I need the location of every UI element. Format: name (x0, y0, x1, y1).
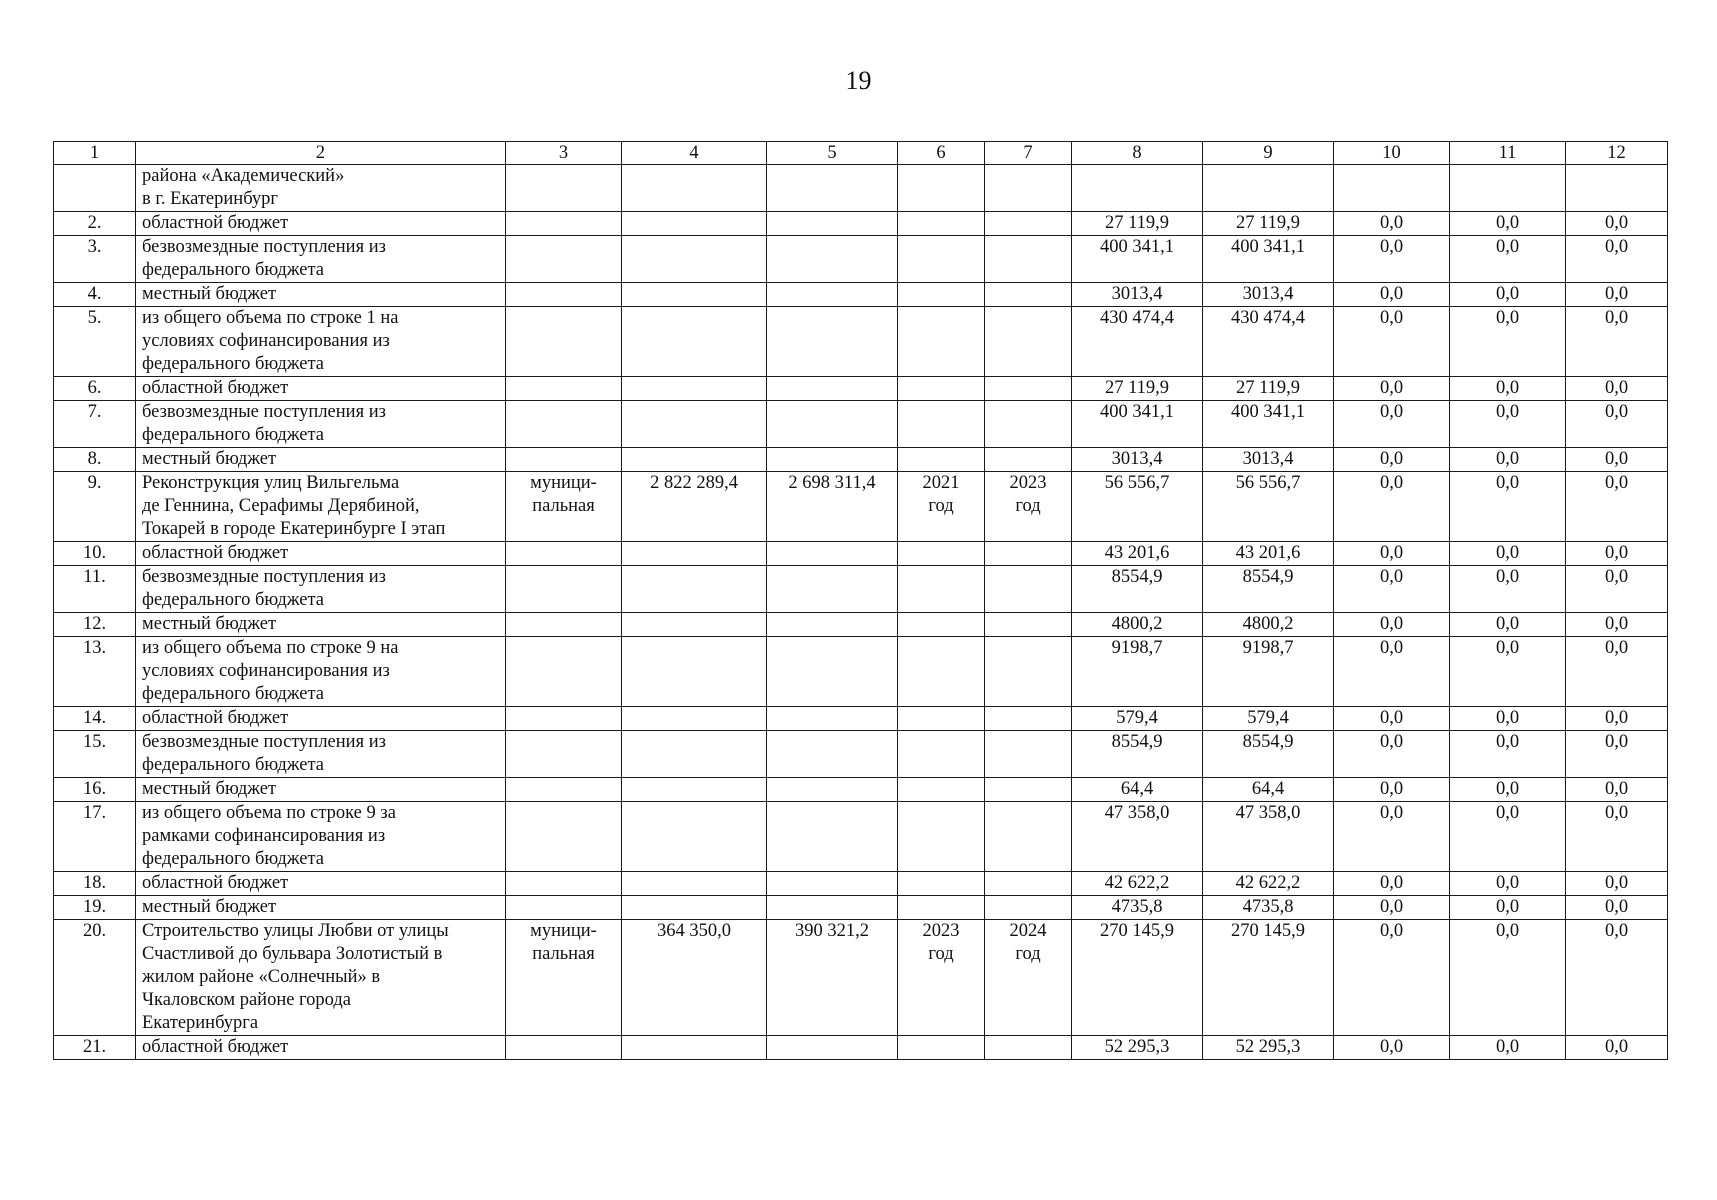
ownership-type-cell (506, 307, 622, 377)
amount-year-2-cell: 0,0 (1334, 896, 1450, 920)
ownership-type-cell (506, 283, 622, 307)
row-number-cell: 11. (54, 566, 136, 613)
amount-year-3-cell: 0,0 (1450, 896, 1566, 920)
start-year-cell (898, 448, 985, 472)
total-amount-cell: 4800,2 (1072, 613, 1203, 637)
ownership-type-cell (506, 778, 622, 802)
cost-current-prices-cell (767, 637, 898, 707)
ownership-type-cell (506, 731, 622, 778)
amount-year-4-cell (1566, 165, 1668, 212)
table-row (54, 778, 1668, 802)
row-number-cell: 4. (54, 283, 136, 307)
amount-year-4-cell: 0,0 (1566, 212, 1668, 236)
amount-year-3-cell: 0,0 (1450, 542, 1566, 566)
item-name-cell: безвозмездные поступления из федерального бюджета (136, 731, 506, 778)
ownership-type-cell (506, 896, 622, 920)
cost-current-prices-cell (767, 802, 898, 872)
cost-current-prices-cell (767, 707, 898, 731)
amount-year-2-cell: 0,0 (1334, 778, 1450, 802)
amount-year-3-cell: 0,0 (1450, 401, 1566, 448)
ownership-type-cell (506, 401, 622, 448)
row-number-cell: 5. (54, 307, 136, 377)
cost-current-prices-cell (767, 283, 898, 307)
amount-year-3-cell: 0,0 (1450, 472, 1566, 542)
amount-year-2-cell: 0,0 (1334, 566, 1450, 613)
row-number-cell: 19. (54, 896, 136, 920)
estimated-cost-cell (622, 377, 767, 401)
estimated-cost-cell (622, 731, 767, 778)
ownership-type-cell (506, 236, 622, 283)
item-name-cell: областной бюджет (136, 707, 506, 731)
start-year-cell: 2023 год (898, 920, 985, 1036)
amount-year-2-cell: 0,0 (1334, 1036, 1450, 1060)
estimated-cost-cell (622, 707, 767, 731)
end-year-cell: 2023 год (985, 472, 1072, 542)
cost-current-prices-cell (767, 377, 898, 401)
total-amount-cell: 42 622,2 (1072, 872, 1203, 896)
row-number-cell: 12. (54, 613, 136, 637)
end-year-cell (985, 566, 1072, 613)
total-amount-cell: 8554,9 (1072, 731, 1203, 778)
start-year-cell (898, 896, 985, 920)
total-amount-cell: 8554,9 (1072, 566, 1203, 613)
amount-year-2-cell: 0,0 (1334, 377, 1450, 401)
amount-year-4-cell: 0,0 (1566, 707, 1668, 731)
end-year-cell (985, 307, 1072, 377)
amount-year-1-cell: 27 119,9 (1203, 377, 1334, 401)
column-header-3: 3 (506, 142, 622, 165)
amount-year-4-cell: 0,0 (1566, 283, 1668, 307)
start-year-cell (898, 212, 985, 236)
ownership-type-cell (506, 542, 622, 566)
amount-year-2-cell: 0,0 (1334, 212, 1450, 236)
amount-year-1-cell: 64,4 (1203, 778, 1334, 802)
ownership-type-cell (506, 637, 622, 707)
item-name-cell: областной бюджет (136, 1036, 506, 1060)
ownership-type-cell (506, 707, 622, 731)
amount-year-2-cell: 0,0 (1334, 542, 1450, 566)
amount-year-2-cell: 0,0 (1334, 283, 1450, 307)
cost-current-prices-cell (767, 731, 898, 778)
amount-year-3-cell: 0,0 (1450, 637, 1566, 707)
row-number-cell: 13. (54, 637, 136, 707)
estimated-cost-cell (622, 448, 767, 472)
amount-year-1-cell: 47 358,0 (1203, 802, 1334, 872)
row-number-cell: 18. (54, 872, 136, 896)
cost-current-prices-cell (767, 1036, 898, 1060)
start-year-cell (898, 731, 985, 778)
amount-year-4-cell: 0,0 (1566, 778, 1668, 802)
item-name-cell: областной бюджет (136, 872, 506, 896)
table-header (54, 142, 1668, 165)
row-number-cell: 17. (54, 802, 136, 872)
table-row (54, 377, 1668, 401)
estimated-cost-cell (622, 401, 767, 448)
estimated-cost-cell: 364 350,0 (622, 920, 767, 1036)
table-row (54, 283, 1668, 307)
start-year-cell (898, 778, 985, 802)
amount-year-1-cell: 4735,8 (1203, 896, 1334, 920)
amount-year-3-cell (1450, 165, 1566, 212)
end-year-cell (985, 613, 1072, 637)
amount-year-2-cell: 0,0 (1334, 802, 1450, 872)
table-row (54, 566, 1668, 613)
estimated-cost-cell (622, 896, 767, 920)
amount-year-1-cell: 579,4 (1203, 707, 1334, 731)
total-amount-cell: 47 358,0 (1072, 802, 1203, 872)
row-number-cell: 21. (54, 1036, 136, 1060)
amount-year-1-cell: 400 341,1 (1203, 401, 1334, 448)
total-amount-cell: 64,4 (1072, 778, 1203, 802)
end-year-cell (985, 377, 1072, 401)
cost-current-prices-cell (767, 566, 898, 613)
amount-year-3-cell: 0,0 (1450, 802, 1566, 872)
start-year-cell (898, 236, 985, 283)
estimated-cost-cell (622, 283, 767, 307)
amount-year-3-cell: 0,0 (1450, 731, 1566, 778)
ownership-type-cell (506, 566, 622, 613)
column-header-12: 12 (1566, 142, 1668, 165)
amount-year-1-cell: 400 341,1 (1203, 236, 1334, 283)
amount-year-2-cell: 0,0 (1334, 307, 1450, 377)
amount-year-3-cell: 0,0 (1450, 212, 1566, 236)
end-year-cell (985, 707, 1072, 731)
estimated-cost-cell (622, 778, 767, 802)
amount-year-1-cell: 9198,7 (1203, 637, 1334, 707)
amount-year-4-cell: 0,0 (1566, 377, 1668, 401)
amount-year-3-cell: 0,0 (1450, 377, 1566, 401)
amount-year-3-cell: 0,0 (1450, 920, 1566, 1036)
ownership-type-cell: муници- пальная (506, 472, 622, 542)
amount-year-3-cell: 0,0 (1450, 872, 1566, 896)
item-name-cell: местный бюджет (136, 896, 506, 920)
item-name-cell: областной бюджет (136, 212, 506, 236)
amount-year-1-cell: 270 145,9 (1203, 920, 1334, 1036)
amount-year-1-cell (1203, 165, 1334, 212)
amount-year-2-cell: 0,0 (1334, 613, 1450, 637)
row-number-cell (54, 165, 136, 212)
amount-year-3-cell: 0,0 (1450, 707, 1566, 731)
cost-current-prices-cell (767, 307, 898, 377)
cost-current-prices-cell (767, 165, 898, 212)
end-year-cell (985, 1036, 1072, 1060)
end-year-cell (985, 778, 1072, 802)
row-number-cell: 8. (54, 448, 136, 472)
amount-year-1-cell: 43 201,6 (1203, 542, 1334, 566)
amount-year-1-cell: 56 556,7 (1203, 472, 1334, 542)
column-header-9: 9 (1203, 142, 1334, 165)
end-year-cell (985, 401, 1072, 448)
amount-year-2-cell: 0,0 (1334, 637, 1450, 707)
start-year-cell (898, 872, 985, 896)
start-year-cell (898, 283, 985, 307)
amount-year-4-cell: 0,0 (1566, 236, 1668, 283)
cost-current-prices-cell: 390 321,2 (767, 920, 898, 1036)
total-amount-cell (1072, 165, 1203, 212)
cost-current-prices-cell (767, 448, 898, 472)
cost-current-prices-cell (767, 542, 898, 566)
end-year-cell (985, 165, 1072, 212)
table-row (54, 542, 1668, 566)
amount-year-4-cell: 0,0 (1566, 731, 1668, 778)
cost-current-prices-cell (767, 896, 898, 920)
amount-year-2-cell: 0,0 (1334, 401, 1450, 448)
end-year-cell (985, 896, 1072, 920)
total-amount-cell: 400 341,1 (1072, 401, 1203, 448)
cost-current-prices-cell (767, 778, 898, 802)
estimated-cost-cell (622, 637, 767, 707)
amount-year-3-cell: 0,0 (1450, 566, 1566, 613)
table-row (54, 307, 1668, 377)
amount-year-4-cell: 0,0 (1566, 307, 1668, 377)
cost-current-prices-cell (767, 236, 898, 283)
amount-year-2-cell: 0,0 (1334, 731, 1450, 778)
row-number-cell: 10. (54, 542, 136, 566)
total-amount-cell: 27 119,9 (1072, 212, 1203, 236)
item-name-cell: местный бюджет (136, 448, 506, 472)
row-number-cell: 15. (54, 731, 136, 778)
estimated-cost-cell (622, 236, 767, 283)
end-year-cell (985, 212, 1072, 236)
end-year-cell (985, 872, 1072, 896)
start-year-cell: 2021 год (898, 472, 985, 542)
row-number-cell: 9. (54, 472, 136, 542)
estimated-cost-cell (622, 872, 767, 896)
column-header-11: 11 (1450, 142, 1566, 165)
start-year-cell (898, 1036, 985, 1060)
ownership-type-cell (506, 212, 622, 236)
start-year-cell (898, 802, 985, 872)
table-row (54, 165, 1668, 212)
amount-year-2-cell: 0,0 (1334, 707, 1450, 731)
amount-year-1-cell: 430 474,4 (1203, 307, 1334, 377)
start-year-cell (898, 165, 985, 212)
amount-year-4-cell: 0,0 (1566, 802, 1668, 872)
amount-year-4-cell: 0,0 (1566, 1036, 1668, 1060)
column-header-5: 5 (767, 142, 898, 165)
item-name-cell: из общего объема по строке 9 за рамками софинансирования из федерального бюджета (136, 802, 506, 872)
cost-current-prices-cell: 2 698 311,4 (767, 472, 898, 542)
column-header-2: 2 (136, 142, 506, 165)
end-year-cell (985, 236, 1072, 283)
item-name-cell: безвозмездные поступления из федерального бюджета (136, 236, 506, 283)
row-number-cell: 16. (54, 778, 136, 802)
estimated-cost-cell (622, 542, 767, 566)
total-amount-cell: 52 295,3 (1072, 1036, 1203, 1060)
amount-year-4-cell: 0,0 (1566, 401, 1668, 448)
start-year-cell (898, 613, 985, 637)
row-number-cell: 20. (54, 920, 136, 1036)
total-amount-cell: 3013,4 (1072, 283, 1203, 307)
amount-year-2-cell: 0,0 (1334, 448, 1450, 472)
column-header-10: 10 (1334, 142, 1450, 165)
item-name-cell: областной бюджет (136, 542, 506, 566)
table-row (54, 472, 1668, 542)
cost-current-prices-cell (767, 613, 898, 637)
amount-year-4-cell: 0,0 (1566, 920, 1668, 1036)
amount-year-1-cell: 52 295,3 (1203, 1036, 1334, 1060)
amount-year-3-cell: 0,0 (1450, 307, 1566, 377)
amount-year-3-cell: 0,0 (1450, 448, 1566, 472)
end-year-cell (985, 448, 1072, 472)
amount-year-3-cell: 0,0 (1450, 778, 1566, 802)
total-amount-cell: 430 474,4 (1072, 307, 1203, 377)
item-name-cell: района «Академический» в г. Екатеринбург (136, 165, 506, 212)
amount-year-4-cell: 0,0 (1566, 472, 1668, 542)
header-row (54, 142, 1668, 165)
ownership-type-cell (506, 613, 622, 637)
end-year-cell (985, 637, 1072, 707)
total-amount-cell: 579,4 (1072, 707, 1203, 731)
table-row (54, 613, 1668, 637)
total-amount-cell: 4735,8 (1072, 896, 1203, 920)
total-amount-cell: 27 119,9 (1072, 377, 1203, 401)
amount-year-1-cell: 4800,2 (1203, 613, 1334, 637)
row-number-cell: 7. (54, 401, 136, 448)
item-name-cell: областной бюджет (136, 377, 506, 401)
amount-year-2-cell (1334, 165, 1450, 212)
budget-table (53, 141, 1668, 1060)
end-year-cell: 2024 год (985, 920, 1072, 1036)
amount-year-4-cell: 0,0 (1566, 872, 1668, 896)
estimated-cost-cell (622, 802, 767, 872)
total-amount-cell: 3013,4 (1072, 448, 1203, 472)
start-year-cell (898, 377, 985, 401)
amount-year-3-cell: 0,0 (1450, 613, 1566, 637)
table-row (54, 401, 1668, 448)
ownership-type-cell (506, 1036, 622, 1060)
table-row (54, 236, 1668, 283)
amount-year-2-cell: 0,0 (1334, 236, 1450, 283)
item-name-cell: из общего объема по строке 1 на условиях софинансирования из федерального бюджета (136, 307, 506, 377)
column-header-4: 4 (622, 142, 767, 165)
amount-year-4-cell: 0,0 (1566, 637, 1668, 707)
amount-year-4-cell: 0,0 (1566, 448, 1668, 472)
amount-year-2-cell: 0,0 (1334, 872, 1450, 896)
total-amount-cell: 9198,7 (1072, 637, 1203, 707)
row-number-cell: 2. (54, 212, 136, 236)
column-header-6: 6 (898, 142, 985, 165)
end-year-cell (985, 283, 1072, 307)
row-number-cell: 14. (54, 707, 136, 731)
table-row (54, 731, 1668, 778)
end-year-cell (985, 731, 1072, 778)
amount-year-4-cell: 0,0 (1566, 613, 1668, 637)
amount-year-4-cell: 0,0 (1566, 542, 1668, 566)
row-number-cell: 6. (54, 377, 136, 401)
start-year-cell (898, 542, 985, 566)
start-year-cell (898, 401, 985, 448)
table-row (54, 920, 1668, 1036)
item-name-cell: местный бюджет (136, 283, 506, 307)
table-row (54, 1036, 1668, 1060)
table-row (54, 802, 1668, 872)
total-amount-cell: 270 145,9 (1072, 920, 1203, 1036)
table-row (54, 896, 1668, 920)
ownership-type-cell (506, 165, 622, 212)
table-row (54, 448, 1668, 472)
cost-current-prices-cell (767, 212, 898, 236)
estimated-cost-cell: 2 822 289,4 (622, 472, 767, 542)
cost-current-prices-cell (767, 401, 898, 448)
item-name-cell: из общего объема по строке 9 на условиях софинансирования из федерального бюджета (136, 637, 506, 707)
amount-year-1-cell: 3013,4 (1203, 283, 1334, 307)
estimated-cost-cell (622, 165, 767, 212)
amount-year-3-cell: 0,0 (1450, 1036, 1566, 1060)
table-row (54, 707, 1668, 731)
amount-year-1-cell: 8554,9 (1203, 566, 1334, 613)
table-body (54, 165, 1668, 1060)
amount-year-3-cell: 0,0 (1450, 236, 1566, 283)
column-header-7: 7 (985, 142, 1072, 165)
item-name-cell: местный бюджет (136, 778, 506, 802)
row-number-cell: 3. (54, 236, 136, 283)
amount-year-3-cell: 0,0 (1450, 283, 1566, 307)
cost-current-prices-cell (767, 872, 898, 896)
column-header-1: 1 (54, 142, 136, 165)
ownership-type-cell (506, 377, 622, 401)
amount-year-4-cell: 0,0 (1566, 566, 1668, 613)
item-name-cell: Реконструкция улиц Вильгельма де Геннина, Серафимы Дерябиной, Токарей в городе Екатеринбурге I этап (136, 472, 506, 542)
start-year-cell (898, 707, 985, 731)
item-name-cell: безвозмездные поступления из федерального бюджета (136, 566, 506, 613)
item-name-cell: местный бюджет (136, 613, 506, 637)
amount-year-1-cell: 27 119,9 (1203, 212, 1334, 236)
end-year-cell (985, 802, 1072, 872)
ownership-type-cell (506, 448, 622, 472)
start-year-cell (898, 307, 985, 377)
table-row (54, 872, 1668, 896)
end-year-cell (985, 542, 1072, 566)
table-row (54, 212, 1668, 236)
start-year-cell (898, 637, 985, 707)
amount-year-1-cell: 3013,4 (1203, 448, 1334, 472)
ownership-type-cell (506, 802, 622, 872)
estimated-cost-cell (622, 613, 767, 637)
amount-year-4-cell: 0,0 (1566, 896, 1668, 920)
estimated-cost-cell (622, 1036, 767, 1060)
item-name-cell: Строительство улицы Любви от улицы Счастливой до бульвара Золотистый в жилом районе «Солнечный» в Чкаловском районе города Екатеринбурга (136, 920, 506, 1036)
column-header-8: 8 (1072, 142, 1203, 165)
estimated-cost-cell (622, 212, 767, 236)
amount-year-1-cell: 8554,9 (1203, 731, 1334, 778)
total-amount-cell: 56 556,7 (1072, 472, 1203, 542)
amount-year-2-cell: 0,0 (1334, 472, 1450, 542)
start-year-cell (898, 566, 985, 613)
total-amount-cell: 400 341,1 (1072, 236, 1203, 283)
total-amount-cell: 43 201,6 (1072, 542, 1203, 566)
amount-year-2-cell: 0,0 (1334, 920, 1450, 1036)
page-number: 19 (845, 66, 872, 95)
ownership-type-cell: муници- пальная (506, 920, 622, 1036)
amount-year-1-cell: 42 622,2 (1203, 872, 1334, 896)
ownership-type-cell (506, 872, 622, 896)
item-name-cell: безвозмездные поступления из федерального бюджета (136, 401, 506, 448)
estimated-cost-cell (622, 307, 767, 377)
estimated-cost-cell (622, 566, 767, 613)
table-row (54, 637, 1668, 707)
